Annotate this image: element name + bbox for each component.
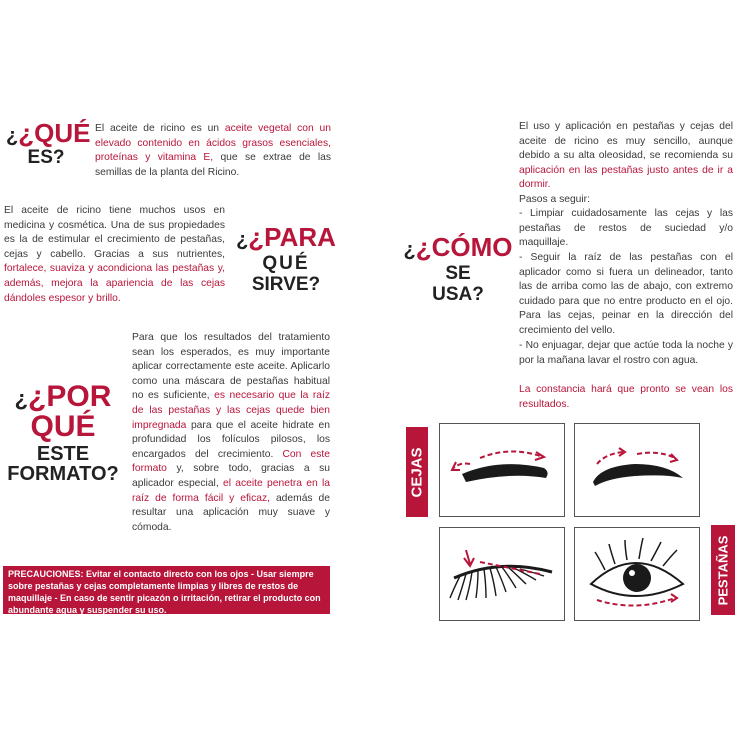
heading-este: ESTE [36,443,90,465]
por-que-text-e: y, sobre todo, gracias a su aplicador especial, [132,463,330,490]
que-es-text-a: El aceite de ricino es un [95,123,225,134]
que-es-text-c: que se extrae de las semillas de la planta del Ricino. [95,152,332,178]
eyebrow-left-drawing [440,424,564,516]
por-que-text-highlight-2: Con este formato [132,448,330,475]
heading-que: QUÉ [262,253,310,274]
por-que-text-a: Para que los resultados del tratamiento sean los esperados, es muy importante aplicar correctamente este aceite. Aplicarlo como una máscara de pestañas habitual no es suficiente, [132,332,330,402]
heading-formato: FORMATO? [7,463,119,485]
eyebrow-right-drawing [575,424,699,516]
por-que-paragraph [132,331,330,536]
heading-es: ES? [27,147,65,168]
intro-text-highlight: aplicación en las pestañas justo antes de ir a dormir. [519,164,733,191]
heading-por-que: QUÉ [30,410,96,443]
heading-como: ¿CÓMO [415,232,513,262]
eye-lashes-drawing [575,528,699,620]
steps-title: Pasos a seguir: [519,194,590,205]
pestanas-label: PESTAÑAS [715,535,731,605]
lashes-left-drawing [440,528,564,620]
por-que-text-c: para que el aceite hidrate en profundidad los folículos pilosos, los encargados del crecimiento. [132,419,330,460]
que-es-paragraph [95,122,331,180]
step-2: - Seguir la raíz de las pestañas con el aplicador como si fuera un delineador, tanto las de arriba como las de abajo, con extremo cuidado para que no entre producto en el ojo. Para las cejas, peinar en la dirección del crecimiento del vello. [519,252,733,337]
heading-que: ¿QUÉ [18,118,91,148]
como-se-usa-intro [519,120,733,193]
intro-text-a: El uso y aplicación en pestañas y cejas del aceite de ricino es muy sencillo, aunque debido a su alta oleosidad, se recomienda su [519,121,733,162]
closing-text: La constancia hará que pronto se vean los resultados. [519,384,733,410]
step-1: - Limpiar cuidadosamente las cejas y las pestañas de restos de suciedad y/o maquillaje. [519,208,733,249]
eyebrow-left-illustration [439,423,565,517]
precautions-banner: PRECAUCIONES: Evitar el contacto directo con los ojos - Usar siempre sobre pestañas y cejas completamente limpias y libres de restos de maquillaje - En caso de sentir picazón o irritación, retirar el producto con abundante agua y suspender su uso. [3,566,330,614]
heading-como-se-usa: ¿¿CÓMO SE USA? [403,232,513,305]
heading-sirve: SIRVE? [251,274,321,295]
heading-usa: USA? [432,284,484,305]
pestanas-label-tab [711,525,735,615]
que-es-text-highlight: aceite vegetal con un elevado contenido en ácidos grasos esenciales, proteínas y vitamina E, [95,123,331,164]
heading-para-que-sirve: ¿¿PARA QUÉ SIRVE? [236,222,336,295]
step-3: - No enjuagar, dejar que actúe toda la noche y por la mañana lavar el rostro con agua. [519,340,733,366]
heading-por: ¿POR [28,380,112,413]
cejas-label-tab [406,427,428,517]
eyebrow-right-illustration [574,423,700,517]
lashes-left-illustration [439,527,565,621]
heading-por-que-este-formato: ¿¿POR QUÉ ESTE FORMATO? [2,382,124,484]
para-que-text-highlight: fortalece, suaviza y acondiciona las pestañas y, además, mejora la apariencia de las cejas dándoles espesor y brillo. [4,263,225,304]
para-que-text-a: El aceite de ricino tiene muchos usos en medicina y cosmética. Una de sus propiedades es la de estimular el crecimiento de pestañas, cejas y cabello. Gracias a sus nutrientes, [4,205,225,260]
heading-se: SE [445,263,471,284]
heading-para: ¿PARA [248,222,336,252]
por-que-text-highlight-1: es necesario que la raíz de las pestañas y las cejas quede bien impregnada [132,390,330,431]
cejas-label: CEJAS [408,446,426,498]
lashes-right-illustration [574,527,700,621]
por-que-text-highlight-3: el aceite penetra en la raíz de forma fácil y eficaz, [132,478,331,504]
para-que-paragraph [4,204,225,306]
por-que-text-g: además de resultar una aplicación muy suave y cómoda. [132,492,330,533]
heading-que-es: ¿¿QUÉ ES? [6,118,91,168]
